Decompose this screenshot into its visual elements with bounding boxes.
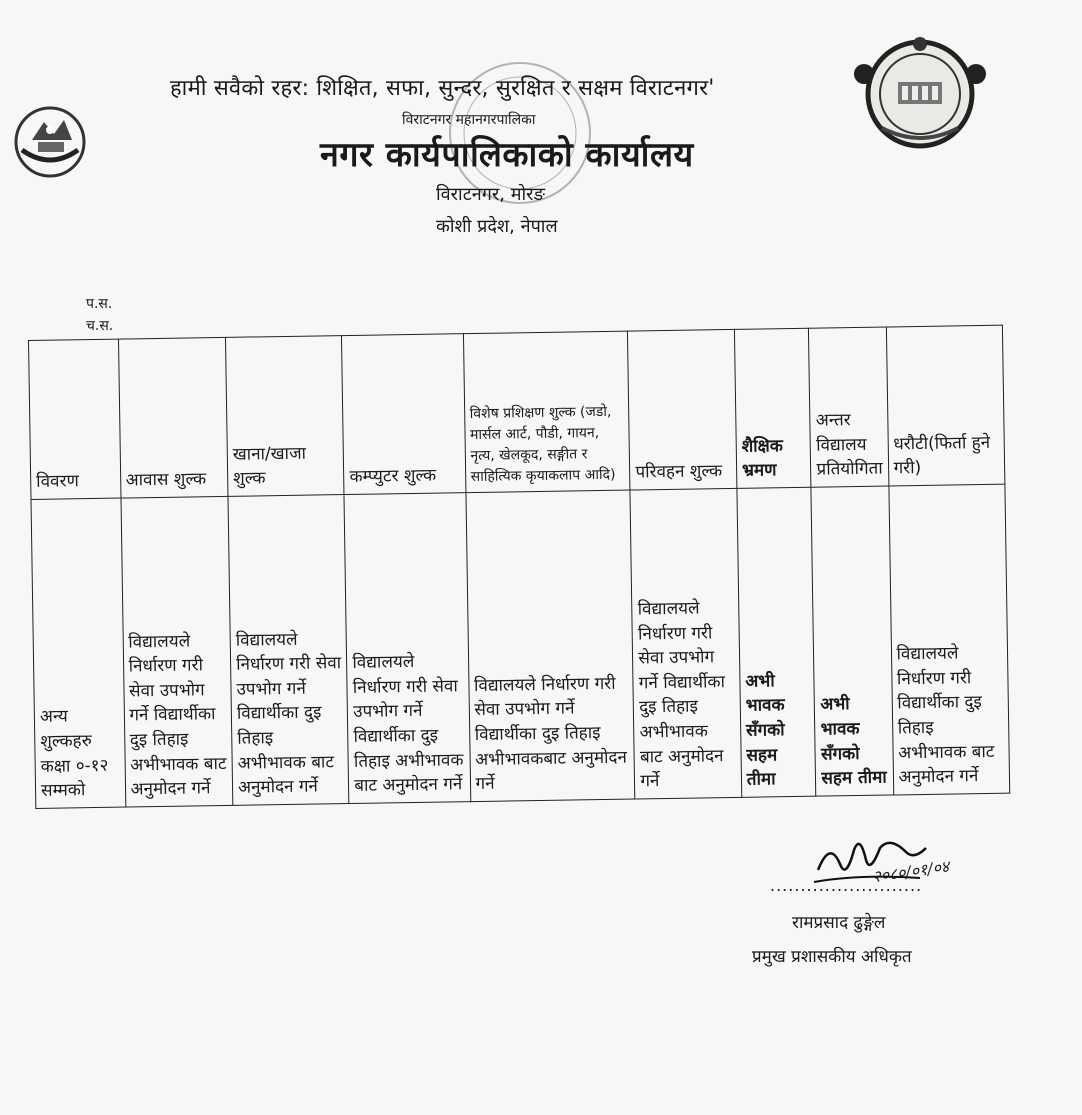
municipality-name: विराटनगर महानगरपालिका xyxy=(402,112,536,128)
row-cell-accommodation: विद्यालयले निर्धारण गरी सेवा उपभोग गर्ने विद्यार्थीका दुइ तिहाइ अभीभावक बाट अनुमोदन गर्ने xyxy=(120,496,232,807)
fee-table xyxy=(28,325,1010,809)
patra-sankhya-label: प.स. xyxy=(86,296,113,312)
slogan-text: हामी सवैको रहर: शिक्षित, सफा, सुन्दर, सुरक्षित र सक्षम विराटनगर' xyxy=(170,76,715,101)
row-cell-description: अन्य शुल्कहरु कक्षा ०-१२ सम्मको xyxy=(31,498,125,808)
row-cell-food: विद्यालयले निर्धारण गरी सेवा उपभोग गर्ने विद्यार्थीका दुइ तिहाइ अभीभावक बाट अनुमोदन गर्ने xyxy=(228,495,349,806)
header-cell-deposit: धरौटी(फिर्ता हुने गरी) xyxy=(886,325,1005,486)
chalani-sankhya-label: च.स. xyxy=(86,318,114,334)
header-cell-inter-school-competition: अन्तर विद्यालय प्रतियोगिता xyxy=(809,327,889,487)
row-cell-computer: विद्यालयले निर्धारण गरी सेवा उपभोग गर्ने विद्यार्थीका दुइ तिहाइ अभीभावक बाट अनुमोदन गर्ने xyxy=(344,493,470,804)
header-cell-description: विवरण xyxy=(29,339,121,499)
signer-title: प्रमुख प्रशासकीय अधिकृत xyxy=(752,947,912,967)
nepal-emblem-icon xyxy=(8,100,92,188)
row-cell-deposit: विद्यालयले निर्धारण गरी विद्यार्थीका दुइ तिहाइ अभीभावक बाट अनुमोदन गर्ने xyxy=(888,484,1009,795)
header-cell-computer: कम्प्युटर शुल्क xyxy=(342,334,466,495)
header-cell-transport: परिवहन शुल्क xyxy=(628,329,737,490)
header-cell-food: खाना/खाजा शुल्क xyxy=(225,336,344,497)
signature-date: २०८०/०१/०४ xyxy=(871,856,951,887)
address-line-2: कोशी प्रदेश, नेपाल xyxy=(436,216,558,237)
office-title: नगर कार्यपालिकाको कार्यालय xyxy=(320,135,694,175)
header-cell-educational-tour: शैक्षिक भ्रमण xyxy=(734,328,811,488)
row-cell-educational-tour: अभी भावक सँगको सहम तीमा xyxy=(737,487,816,797)
table-row xyxy=(31,484,1010,808)
header-cell-special-training: विशेष प्रशिक्षण शुल्क (जडो, मार्सल आर्ट, पौडी, गायन, नृत्य, खेलकूद, सङ्गीत र साहित्यिक कृयाकलाप आदि) xyxy=(463,331,630,493)
signer-name: रामप्रसाद ढुङ्गेल xyxy=(792,913,886,933)
municipality-logo-icon xyxy=(852,32,988,156)
table-header-row xyxy=(29,325,1005,499)
row-cell-inter-school-competition: अभी भावक सँगको सहम तीमा xyxy=(811,486,893,796)
row-cell-special-training: विद्यालयले निर्धारण गरी सेवा उपभोग गर्ने विद्यार्थीका दुइ तिहाइ अभीभावकबाट अनुमोदन गर्ने xyxy=(465,490,635,802)
address-line-1: विराटनगर, मोरङ xyxy=(436,184,545,205)
signature-line: ......................... xyxy=(770,876,923,895)
row-cell-transport: विद्यालयले निर्धारण गरी सेवा उपभोग गर्ने विद्यार्थीका दुइ तिहाइ अभीभावक बाट अनुमोदन गर्ने xyxy=(630,488,741,799)
fee-table-wrapper xyxy=(28,325,1010,809)
header-cell-accommodation: आवास शुल्क xyxy=(118,337,228,498)
